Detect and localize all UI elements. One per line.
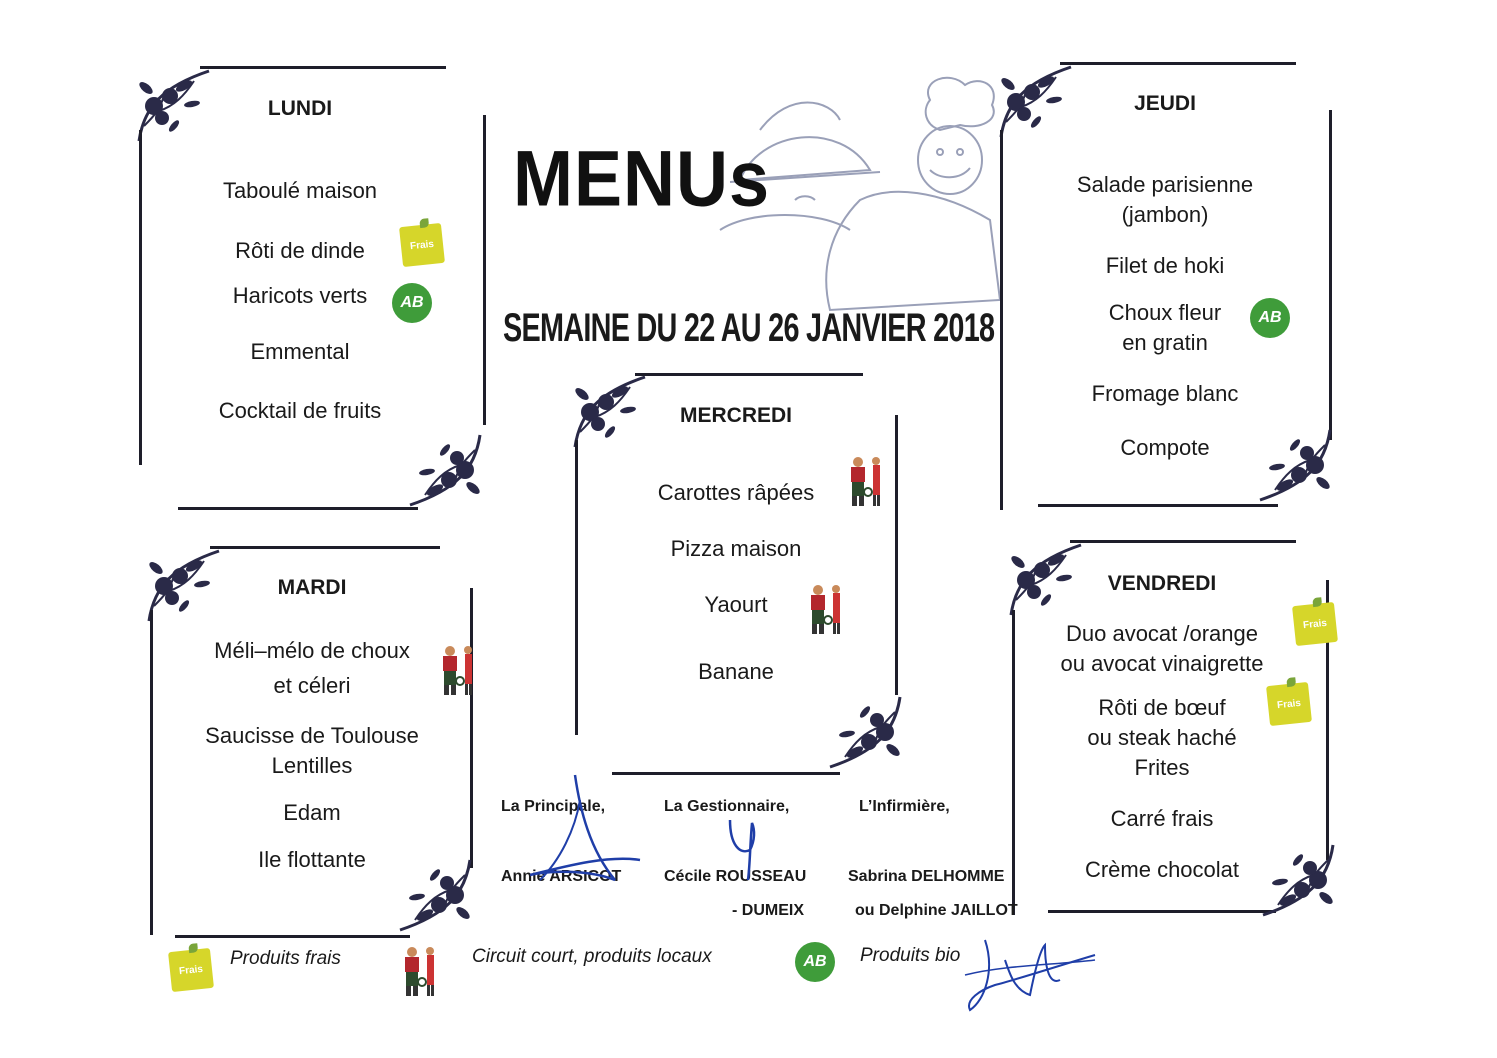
infirmiere-name-2: ou Delphine JAILLOT — [855, 902, 1018, 919]
menus-title: MENUs — [513, 135, 771, 223]
menu-item: et céleri — [273, 673, 351, 698]
menu-item: Filet de hoki — [1105, 253, 1225, 278]
menu-item: en gratin — [1122, 330, 1208, 355]
day-title: LUNDI — [267, 97, 333, 120]
menu-item: Méli–mélo de choux — [214, 638, 410, 663]
week-title: SEMAINE DU 22 AU 26 JANVIER 2018 — [503, 306, 995, 350]
menu-item: Taboulé maison — [222, 178, 378, 203]
divider — [1329, 110, 1332, 440]
local-farmer-icon — [846, 456, 886, 508]
day-title: VENDREDI — [1107, 572, 1217, 595]
local-farmer-icon — [806, 584, 846, 636]
menu-item: Carré frais — [1110, 806, 1214, 831]
principale-name: Annie ARSICOT — [501, 868, 622, 885]
menu-item: Frites — [1134, 755, 1190, 780]
day-title: MERCREDI — [679, 404, 792, 427]
divider — [575, 440, 578, 735]
divider — [1060, 62, 1296, 65]
frais-badge-icon: Frais — [1292, 602, 1338, 646]
menu-item: Fromage blanc — [1091, 381, 1239, 406]
ornament-icon — [825, 692, 905, 772]
signature-infirmiere-icon — [945, 930, 1105, 1020]
signature-principale-icon — [520, 770, 660, 890]
divider — [175, 935, 410, 938]
divider — [1000, 130, 1003, 510]
frais-badge-icon: Frais — [168, 948, 214, 992]
menu-item: Lentilles — [271, 753, 353, 778]
bio-badge-icon: AB — [1250, 298, 1290, 338]
frais-badge-icon: Frais — [399, 223, 445, 267]
divider — [178, 507, 418, 510]
legend-frais: Produits frais — [230, 948, 341, 969]
menu-item: Rôti de dinde — [235, 238, 365, 263]
bio-badge-icon: AB — [392, 283, 432, 323]
menu-item: Banane — [698, 659, 774, 684]
divider — [895, 415, 898, 695]
menu-item: Cocktail de fruits — [218, 398, 382, 423]
divider — [1038, 504, 1278, 507]
menu-item: Saucisse de Toulouse — [205, 723, 419, 748]
menu-item: Compote — [1120, 435, 1210, 460]
day-title: MARDI — [277, 576, 347, 599]
menu-item: Crème chocolat — [1084, 857, 1240, 882]
menu-item: Carottes râpées — [657, 480, 815, 505]
menu-item: Pizza maison — [670, 536, 802, 561]
legend-bio: Produits bio — [860, 945, 961, 966]
bio-badge-icon: AB — [795, 942, 835, 982]
gestionnaire-role: La Gestionnaire, — [664, 798, 790, 815]
local-farmer-icon — [438, 645, 478, 697]
divider — [150, 610, 153, 935]
menu-item: Emmental — [250, 339, 350, 364]
menu-item: Rôti de bœuf — [1098, 695, 1226, 720]
principale-role: La Principale, — [501, 798, 606, 815]
gestionnaire-name-1: Cécile ROUSSEAU — [664, 868, 807, 885]
divider — [139, 130, 142, 465]
local-farmer-icon — [400, 946, 440, 998]
menu-item: Yaourt — [704, 592, 768, 617]
menu-item: Haricots verts — [232, 283, 368, 308]
menu-item: Salade parisienne — [1076, 172, 1254, 197]
divider — [210, 546, 440, 549]
divider — [200, 66, 446, 69]
gestionnaire-name-2: - DUMEIX — [732, 902, 804, 919]
divider — [470, 588, 473, 868]
divider — [1070, 540, 1296, 543]
menu-item: Edam — [283, 800, 341, 825]
menu-item: ou avocat vinaigrette — [1060, 651, 1264, 676]
infirmiere-name-1: Sabrina DELHOMME — [848, 868, 1005, 885]
signature-gestionnaire-icon — [720, 815, 770, 885]
divider — [483, 115, 486, 425]
legend-local: Circuit court, produits locaux — [472, 946, 712, 967]
frais-badge-icon: Frais — [1266, 682, 1312, 726]
infirmiere-role: L’Infirmière, — [859, 798, 950, 815]
menu-item: ou steak haché — [1087, 725, 1237, 750]
menu-item: Duo avocat /orange — [1065, 621, 1259, 646]
divider — [1048, 910, 1276, 913]
menu-item: (jambon) — [1121, 202, 1209, 227]
ornament-icon — [405, 430, 485, 510]
divider — [635, 373, 863, 376]
menu-item: Choux fleur — [1108, 300, 1222, 325]
ornament-icon — [996, 62, 1076, 142]
day-title: JEUDI — [1134, 92, 1196, 115]
menu-item: Ile flottante — [258, 847, 366, 872]
